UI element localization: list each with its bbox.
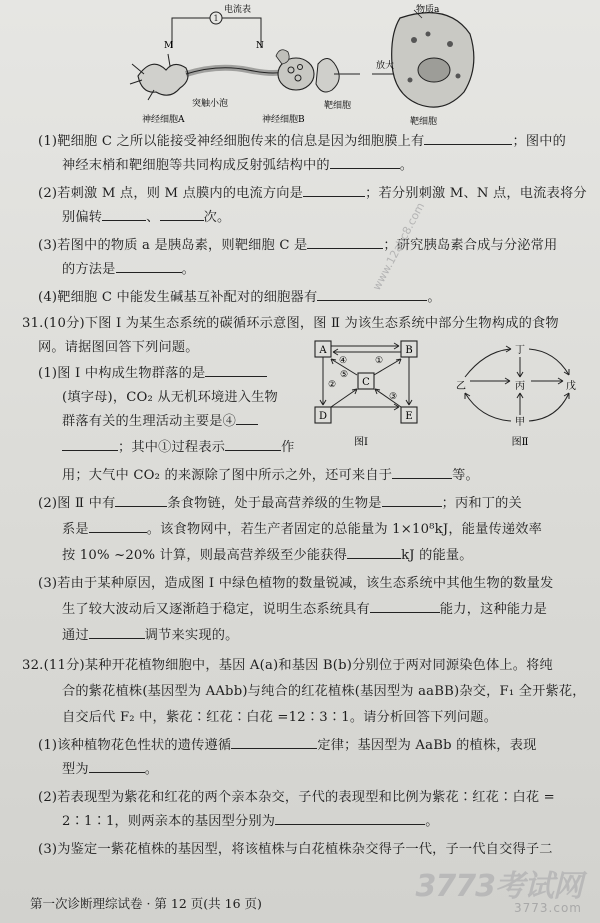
svg-text:1: 1 (213, 14, 219, 23)
q30-part4: (4)靶细胞 C 中能发生碱基互补配对的细胞器有 。 (38, 290, 441, 305)
q32-part1-line2: 型为 。 (62, 762, 159, 777)
fig1-n4: ④ (339, 356, 348, 366)
q32-part2-line2: 2∶1∶1，则两亲本的基因型分别为 。 (62, 814, 439, 829)
q31-part2-line2: 系是 。该食物网中，若生产者固定的总能量为 1×10⁸kJ，能量传递效率 (62, 522, 543, 537)
fig2-ding: 丁 (515, 345, 525, 356)
q32-part1-line1: (1)该种植物花色性状的遗传遵循 定律；基因型为 AaBb 的植株，表现 (38, 738, 537, 753)
fig1-B: B (405, 345, 413, 356)
fig2-bing: 丙 (515, 381, 525, 392)
watermark (416, 861, 583, 915)
watermark-logo: 3773考试网 (415, 869, 582, 904)
q30-part3-line1: (3)若图中的物质 a 是胰岛素，则靶细胞 C 是 ；研究胰岛素合成与分泌常用 (38, 238, 558, 253)
label-amplify: 放大 (376, 61, 395, 71)
label-substance-a: 物质a (416, 5, 440, 15)
carbon-cycle-food-web-figures (305, 337, 588, 459)
q31-part2-line3: 按 10% ~20% 计算，则最高营养级至少能获得 kJ 的能量。 (62, 548, 473, 563)
label-target-c: 靶细胞 (324, 101, 352, 111)
fig2-yi: 乙 (456, 381, 466, 392)
q30-part2-line1: (2)若刺激 M 点，则 M 点膜内的电流方向是 ；若分别刺激 M、N 点，电流表将分 (38, 186, 587, 201)
q31-part3-line3: 通过 调节来实现的。 (62, 628, 239, 643)
q31-part1-line1: (1)图 Ⅰ 中构成生物群落的是 (38, 362, 267, 381)
q31-part3-line1: (3)若由于某种原因，造成图 Ⅰ 中绿色植物的数量锐减，该生态系统中其他生物的数量发 (38, 576, 554, 591)
fig2-caption: 图Ⅱ (511, 437, 529, 448)
q30-part1-line2: 神经末梢和靶细胞等共同构成反射弧结构中的 。 (62, 158, 414, 173)
label-N: N (256, 41, 264, 51)
q31-part3-line2: 生了较大波动后又逐渐趋于稳定，说明生态系统具有 能力，这种能力是 (62, 602, 548, 617)
q30-part1-line1: (1)靶细胞 C 之所以能接受神经细胞传来的信息是因为细胞膜上有 ；图中的 (38, 134, 566, 149)
fig1-C: C (362, 377, 370, 388)
fig1-A: A (319, 345, 327, 356)
fig1-n3: ③ (389, 392, 398, 402)
q32-intro-line3: 自交后代 F₂ 中，紫花∶红花∶白花 =12∶3∶1。请分析回答下列问题。 (62, 710, 498, 725)
q31-part1-line5: 用；大气中 CO₂ 的来源除了图中所示之外，还可来自于 等。 (62, 468, 479, 483)
page-footer: 第一次诊断理综试卷 · 第 12 页(共 16 页) (30, 896, 262, 911)
label-M: M (164, 41, 174, 51)
fig1-caption: 图Ⅰ (354, 437, 368, 448)
fig1-n1: ① (375, 356, 384, 366)
fig1-E: E (405, 411, 413, 422)
label-neuron-b: 神经细胞B (262, 115, 305, 125)
q32-intro-line2: 合的紫花植株(基因型为 AAbb)与纯合的红花植株(基因型为 aaBB)杂交，F₁ 全开紫花， (62, 684, 586, 699)
q32-intro-line1: 32.(11分)某种开花植物细胞中，基因 A(a)和基因 B(b)分别位于两对同源染色体上。将纯 (22, 658, 553, 673)
q31-part1-line2: (填字母)，CO₂ 从无机环境进入生物 (62, 390, 278, 405)
fig1-D: D (318, 411, 328, 422)
fig1-n2: ② (328, 380, 337, 390)
q32-part3-line1: (3)为鉴定一紫花植株的基因型，将该植株与白花植株杂交得子一代，子一代自交得子二 (38, 842, 553, 857)
fig2-wu: 戊 (566, 381, 576, 392)
watermark-url: 3773.com (514, 901, 582, 915)
q32-part2-line1: (2)若表现型为紫花和红花的两个亲本杂交，子代的表现型和比例为紫花∶红花∶白花 = (38, 790, 555, 805)
neuron-diagram (128, 4, 478, 128)
fig1-n5: ⑤ (340, 370, 349, 380)
q31-part1-line4: ；其中①过程表示 作 (62, 436, 295, 455)
label-vesicle: 突触小泡 (192, 99, 229, 109)
q31-part2-line1: (2)图 Ⅱ 中有 条食物链，处于最高营养级的生物是 ；丙和丁的关 (38, 496, 522, 511)
label-target-cell: 靶细胞 (410, 117, 438, 127)
diagonal-watermark: www.12abc8.com (370, 200, 428, 293)
fig2-jia: 甲 (515, 417, 525, 428)
q31-intro-line2: 网。请据图回答下列问题。 (38, 340, 199, 355)
label-neuron-a: 神经细胞A (142, 115, 185, 125)
q31-intro-line1: 31.(10分)下图 Ⅰ 为某生态系统的碳循环示意图，图 Ⅱ 为该生态系统中部分生物构成的食物 (22, 316, 559, 331)
label-meter: 电流表 (224, 5, 252, 15)
q30-part2-line2: 别偏转 、 次。 (62, 210, 231, 225)
q30-part3-line2: 的方法是 。 (62, 262, 195, 277)
q31-part1-line3: 群落有关的生理活动主要是④ (62, 410, 258, 429)
